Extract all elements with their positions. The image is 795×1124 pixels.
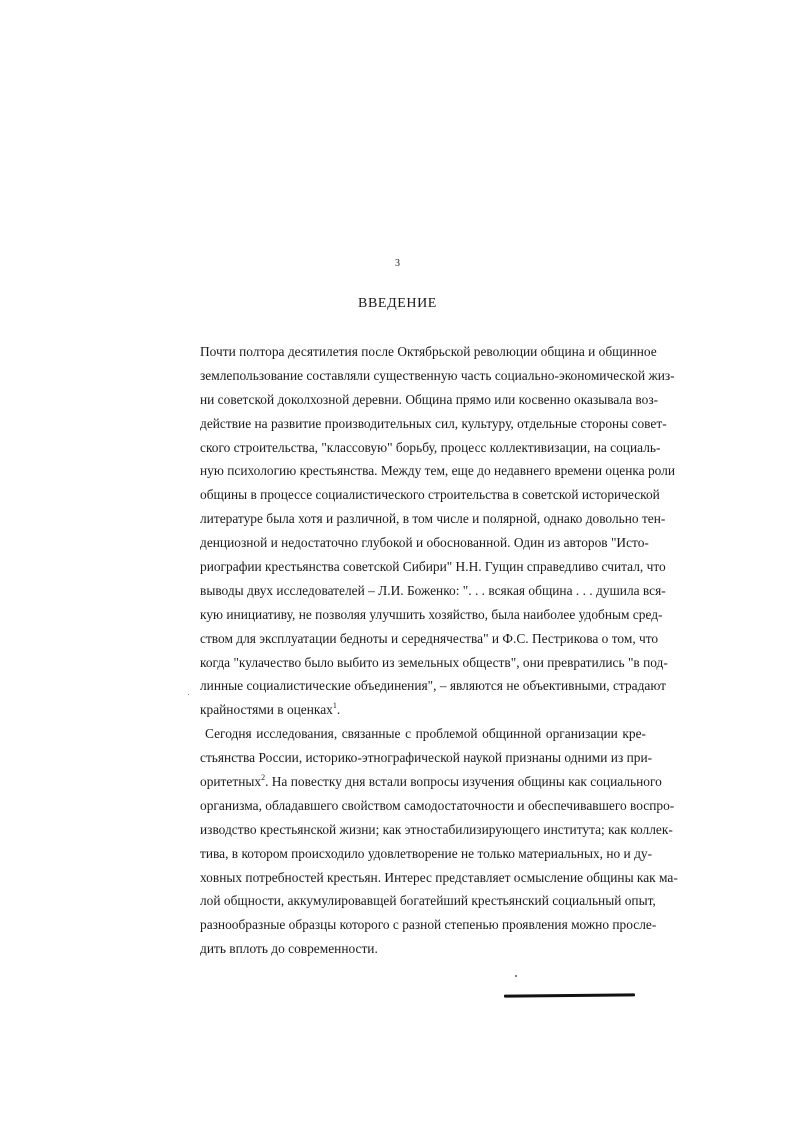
footnote-marker: 2 xyxy=(261,773,266,783)
text-line: литературе была хотя и различной, в том числе и полярной, однако довольно тен- xyxy=(200,511,666,527)
text-line: землепользование составляли существенную часть социально-экономической жиз- xyxy=(200,367,675,383)
text-line: ховных потребностей крестьян. Интерес представляет осмысление общины как ма- xyxy=(200,869,678,885)
text-line: дить вплоть до современности. xyxy=(200,941,378,957)
text-line: изводство крестьянской жизни; как этностабилизирующего института; как коллек- xyxy=(200,821,673,837)
text-line xyxy=(200,770,662,794)
text-line: кую инициативу, не позволяя улучшить хозяйство, была наиболее удобным сред- xyxy=(200,606,663,622)
text-line: ную психологию крестьянства. Между тем, еще до недавнего времени оценка роли xyxy=(200,463,676,479)
text-fragment: оритетных xyxy=(200,774,262,790)
text-line xyxy=(200,698,646,722)
body-text xyxy=(200,340,678,961)
text-line: риографии крестьянства советской Сибири" Н.Н. Гущин справедливо считал, что xyxy=(200,559,666,575)
text-fragment: . xyxy=(336,702,341,718)
text-line: Почти полтора десятилетия после Октябрьской революции община и общинное xyxy=(200,344,657,359)
page-number: 3 xyxy=(395,258,400,269)
footnote-marker: 1 xyxy=(332,701,337,711)
text-line: тива, в котором происходило удовлетворение не только материальных, но и ду- xyxy=(200,845,653,861)
text-line: ством для эксплуатации бедноты и середнячества" и Ф.С. Пестрикова о том, что xyxy=(200,630,659,646)
text-line: денциозной и недостаточно глубокой и обоснованной. Один из авторов "Исто- xyxy=(200,535,649,551)
text-line: Сегодня исследования, связанные с проблемой общинной организации кре- xyxy=(205,726,646,742)
text-fragment: крайностями в оценках xyxy=(200,702,333,718)
section-heading: ВВЕДЕНИЕ xyxy=(358,296,437,311)
text-line: общины в процессе социалистического строительства в советской исторической xyxy=(200,487,660,503)
text-line: выводы двух исследователей – Л.И. Боженко: ". . . всякая община . . . душила вся- xyxy=(200,582,666,598)
text-line: разнообразные образцы которого с разной степенью проявления можно просле- xyxy=(200,917,657,933)
scan-speck xyxy=(188,694,189,695)
footnote-rule xyxy=(504,993,635,997)
scan-speck xyxy=(515,975,517,977)
text-line: ского строительства, "классовую" борьбу, процесс коллективизации, на социаль- xyxy=(200,439,661,455)
text-line: действие на развитие производительных сил, культуру, отдельные стороны совет- xyxy=(200,415,667,431)
text-line: организма, обладавшего свойством самодостаточности и обеспечивавшего воспро- xyxy=(200,797,675,813)
text-line: ни советской доколхозной деревни. Община прямо или косвенно оказывала воз- xyxy=(200,391,659,407)
text-line: линные социалистические объединения", – являются не объективными, страдают xyxy=(200,678,667,694)
text-fragment: . На повестку дня встали вопросы изучения общины как социального xyxy=(265,774,662,790)
text-line: стьянства России, историко-этнографической наукой признаны одними из при- xyxy=(200,750,653,766)
text-line: лой общности, аккумулировавщей богатейший крестьянский социальный опыт, xyxy=(200,893,656,909)
text-line: когда "кулачество было выбито из земельных обществ", они превратились "в под- xyxy=(200,654,668,670)
